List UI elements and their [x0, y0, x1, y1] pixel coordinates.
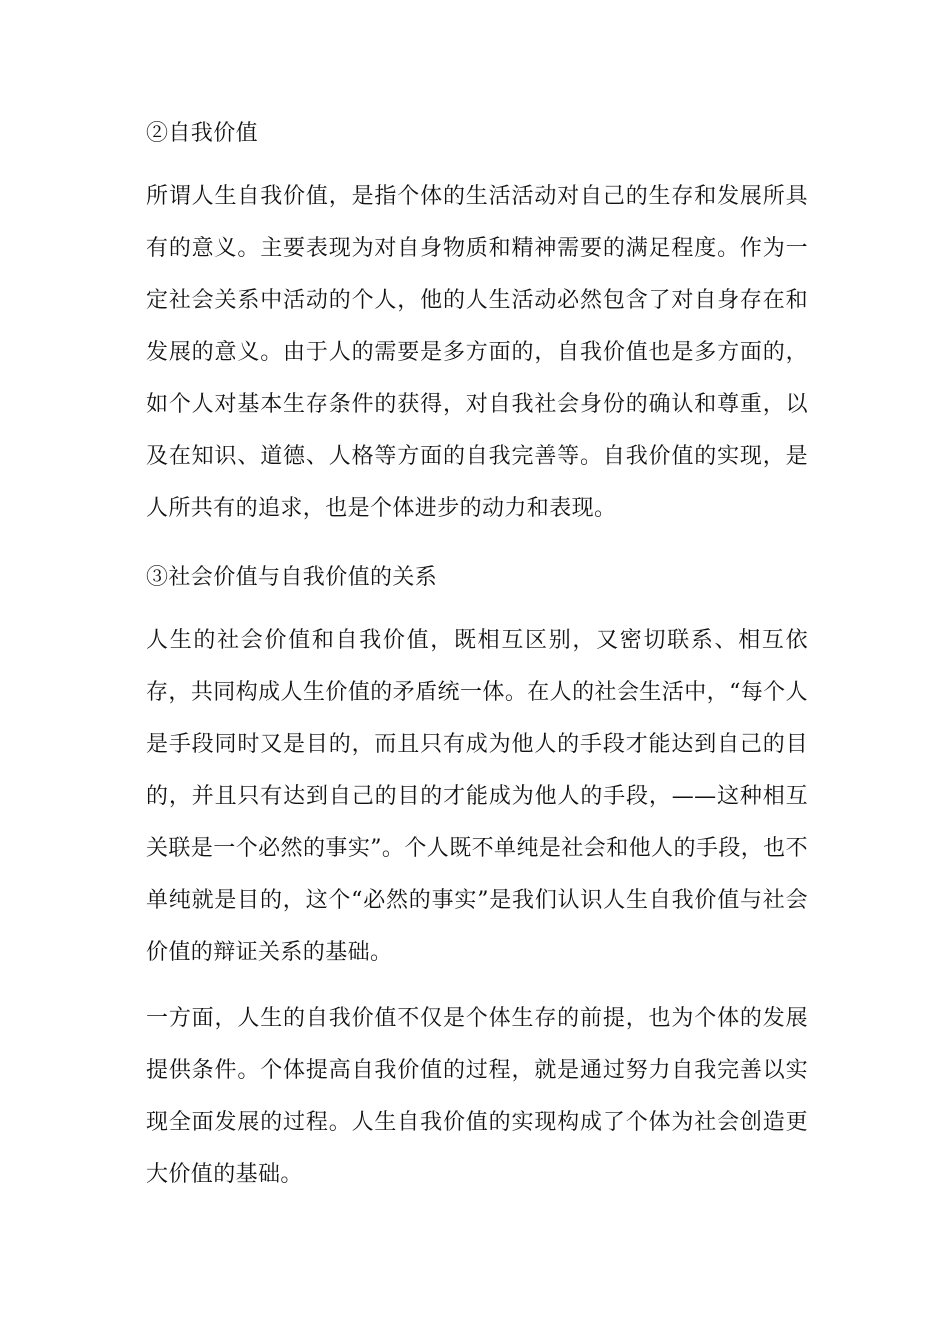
paragraph-relationship-overview: 人生的社会价值和自我价值，既相互区别，又密切联系、相互依存，共同构成人生价值的矛盾统一体。在人的社会生活中，“每个人是手段同时又是目的，而且只有成为他人的手段才能达到自己的目的，并且只有达到自己的目的才能成为他人的手段，——这种相互关联是一个必然的事实”。个人既不单纯是社会和他人的手段，也不单纯就是目的，这个“必然的事实”是我们认识人生自我价值与社会价值的辩证关系的基础。 — [146, 628, 808, 965]
spacer — [146, 979, 808, 993]
paragraph-self-value-definition: 所谓人生自我价值，是指个体的生活活动对自己的生存和发展所具有的意义。主要表现为对自身物质和精神需要的满足程度。作为一定社会关系中活动的个人，他的人生活动必然包含了对自身存在和发展的意义。由于人的需要是多方面的，自我价值也是多方面的，如个人对基本生存条件的获得，对自我社会身份的确认和尊重，以及在知识、道德、人格等方面的自我完善等。自我价值的实现，是人所共有的追求，也是个体进步的动力和表现。 — [146, 184, 808, 521]
spacer — [146, 163, 808, 171]
document-page — [146, 105, 808, 1201]
paragraph-relationship-one-side: 一方面，人生的自我价值不仅是个体生存的前提，也为个体的发展提供条件。个体提高自我价值的过程，就是通过努力自我完善以实现全面发展的过程。人生自我价值的实现构成了个体为社会创造更大价值的基础。 — [146, 1006, 808, 1187]
spacer — [146, 607, 808, 615]
spacer — [146, 535, 808, 549]
section-heading-relationship: ③社会价值与自我价值的关系 — [146, 565, 438, 590]
section-heading-self-value: ②自我价值 — [146, 121, 259, 146]
